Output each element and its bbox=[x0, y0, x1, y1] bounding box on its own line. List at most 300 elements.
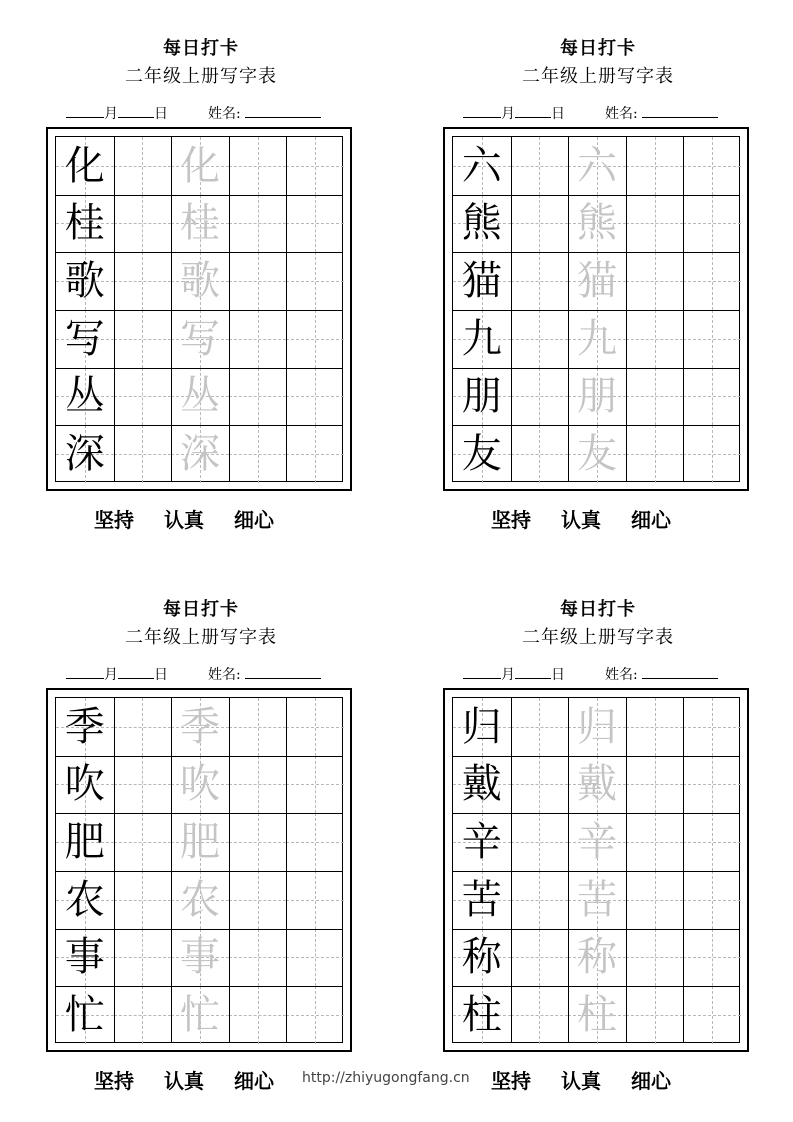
model-character: 归 bbox=[461, 703, 502, 750]
guide-line-horizontal bbox=[114, 784, 172, 785]
month-label: 月 bbox=[501, 667, 515, 683]
practice-cell[interactable] bbox=[114, 929, 172, 987]
trace-char-cell[interactable] bbox=[171, 137, 229, 195]
trace-character: 丛 bbox=[179, 373, 220, 420]
practice-card bbox=[46, 561, 356, 1091]
writing-frame bbox=[443, 127, 749, 491]
grid-line-vertical bbox=[511, 137, 512, 481]
guide-line-horizontal bbox=[286, 223, 344, 224]
practice-card bbox=[46, 0, 356, 530]
date-name-line bbox=[66, 664, 321, 684]
guide-line-horizontal bbox=[114, 957, 172, 958]
model-character: 事 bbox=[64, 934, 105, 981]
model-character: 写 bbox=[64, 315, 105, 362]
grid-line-horizontal bbox=[56, 986, 342, 987]
model-character: 猫 bbox=[461, 258, 502, 305]
practice-cell[interactable] bbox=[683, 756, 741, 814]
date-name-line bbox=[66, 103, 321, 123]
practice-cell[interactable] bbox=[511, 310, 569, 368]
practice-cell[interactable] bbox=[286, 929, 344, 987]
grid-line-horizontal bbox=[56, 195, 342, 196]
practice-cell[interactable] bbox=[511, 813, 569, 871]
grid-line-horizontal bbox=[56, 871, 342, 872]
trace-char-cell[interactable] bbox=[568, 137, 626, 195]
guide-line-horizontal bbox=[114, 727, 172, 728]
guide-line-horizontal bbox=[626, 957, 684, 958]
model-char-cell bbox=[56, 986, 114, 1044]
motto bbox=[491, 504, 701, 533]
practice-cell[interactable] bbox=[114, 310, 172, 368]
practice-cell[interactable] bbox=[626, 252, 684, 310]
guide-line-horizontal bbox=[626, 784, 684, 785]
trace-char-cell[interactable] bbox=[568, 368, 626, 426]
guide-line-horizontal bbox=[229, 454, 287, 455]
name-label: 姓名: bbox=[605, 667, 638, 683]
practice-cell[interactable] bbox=[229, 871, 287, 929]
grid-line-horizontal bbox=[453, 310, 739, 311]
practice-cell[interactable] bbox=[626, 756, 684, 814]
practice-cell[interactable] bbox=[626, 425, 684, 483]
model-char-cell bbox=[453, 871, 511, 929]
name-blank[interactable] bbox=[642, 105, 718, 118]
model-char-cell bbox=[56, 425, 114, 483]
motto-word: 坚持 bbox=[491, 1069, 531, 1093]
month-label: 月 bbox=[104, 667, 118, 683]
grid-line-horizontal bbox=[453, 195, 739, 196]
model-char-cell bbox=[56, 929, 114, 987]
practice-cell[interactable] bbox=[683, 310, 741, 368]
practice-cell[interactable] bbox=[286, 368, 344, 426]
practice-cell[interactable] bbox=[683, 929, 741, 987]
trace-character: 柱 bbox=[576, 992, 617, 1039]
practice-cell[interactable] bbox=[683, 252, 741, 310]
model-character: 农 bbox=[64, 876, 105, 923]
practice-cell[interactable] bbox=[626, 698, 684, 756]
card-subtitle: 二年级上册写字表 bbox=[125, 627, 277, 648]
practice-cell[interactable] bbox=[229, 929, 287, 987]
guide-line-horizontal bbox=[683, 281, 741, 282]
practice-cell[interactable] bbox=[511, 986, 569, 1044]
guide-line-horizontal bbox=[626, 454, 684, 455]
guide-line-horizontal bbox=[114, 281, 172, 282]
trace-char-cell[interactable] bbox=[568, 871, 626, 929]
trace-character: 友 bbox=[576, 431, 617, 478]
motto bbox=[94, 1065, 304, 1094]
practice-cell[interactable] bbox=[626, 195, 684, 253]
practice-cell[interactable] bbox=[229, 368, 287, 426]
grid-line-horizontal bbox=[453, 871, 739, 872]
grid-line-vertical bbox=[229, 137, 230, 481]
practice-cell[interactable] bbox=[511, 756, 569, 814]
model-char-cell bbox=[56, 871, 114, 929]
practice-cell[interactable] bbox=[114, 871, 172, 929]
grid-line-horizontal bbox=[56, 368, 342, 369]
practice-cell[interactable] bbox=[286, 698, 344, 756]
card-title: 每日打卡 bbox=[163, 38, 239, 59]
model-char-cell bbox=[56, 310, 114, 368]
motto bbox=[94, 504, 304, 533]
name-blank[interactable] bbox=[642, 666, 718, 679]
model-char-cell bbox=[453, 756, 511, 814]
writing-frame bbox=[46, 127, 352, 491]
guide-line-horizontal bbox=[229, 784, 287, 785]
model-char-cell bbox=[453, 310, 511, 368]
guide-line-horizontal bbox=[626, 900, 684, 901]
motto-word: 认真 bbox=[561, 1069, 601, 1093]
trace-character: 桂 bbox=[179, 200, 220, 247]
trace-char-cell[interactable] bbox=[568, 310, 626, 368]
trace-char-cell[interactable] bbox=[568, 195, 626, 253]
practice-cell[interactable] bbox=[626, 137, 684, 195]
guide-line-horizontal bbox=[114, 223, 172, 224]
day-label: 日 bbox=[154, 667, 168, 683]
model-character: 深 bbox=[64, 431, 105, 478]
practice-cell[interactable] bbox=[511, 252, 569, 310]
grid-line-horizontal bbox=[56, 425, 342, 426]
practice-cell[interactable] bbox=[114, 368, 172, 426]
practice-cell[interactable] bbox=[626, 368, 684, 426]
motto-word: 认真 bbox=[164, 1069, 204, 1093]
practice-cell[interactable] bbox=[229, 698, 287, 756]
motto-word: 认真 bbox=[164, 508, 204, 532]
guide-line-horizontal bbox=[511, 900, 569, 901]
practice-cell[interactable] bbox=[229, 137, 287, 195]
model-character: 季 bbox=[64, 703, 105, 750]
guide-line-horizontal bbox=[114, 396, 172, 397]
trace-char-cell[interactable] bbox=[171, 986, 229, 1044]
practice-cell[interactable] bbox=[286, 310, 344, 368]
grid-line-vertical bbox=[229, 698, 230, 1042]
practice-cell[interactable] bbox=[114, 252, 172, 310]
model-char-cell bbox=[453, 252, 511, 310]
name-label: 姓名: bbox=[208, 106, 241, 122]
guide-line-horizontal bbox=[229, 1015, 287, 1016]
practice-cell[interactable] bbox=[286, 137, 344, 195]
trace-character: 忙 bbox=[179, 992, 220, 1039]
name-blank[interactable] bbox=[245, 105, 321, 118]
trace-character: 肥 bbox=[179, 819, 220, 866]
practice-cell[interactable] bbox=[511, 137, 569, 195]
guide-line-horizontal bbox=[286, 784, 344, 785]
model-character: 六 bbox=[461, 142, 502, 189]
practice-cell[interactable] bbox=[626, 813, 684, 871]
practice-cell[interactable] bbox=[683, 986, 741, 1044]
trace-character: 农 bbox=[179, 876, 220, 923]
guide-line-horizontal bbox=[229, 727, 287, 728]
day-blank[interactable] bbox=[118, 666, 154, 679]
guide-line-horizontal bbox=[286, 339, 344, 340]
trace-character: 猫 bbox=[576, 258, 617, 305]
practice-cell[interactable] bbox=[511, 195, 569, 253]
month-blank[interactable] bbox=[463, 105, 501, 118]
motto-word: 细心 bbox=[631, 1069, 671, 1093]
practice-cell[interactable] bbox=[626, 871, 684, 929]
guide-line-horizontal bbox=[114, 842, 172, 843]
trace-char-cell[interactable] bbox=[568, 756, 626, 814]
practice-cell[interactable] bbox=[229, 986, 287, 1044]
trace-character: 歌 bbox=[179, 258, 220, 305]
guide-line-horizontal bbox=[511, 281, 569, 282]
trace-character: 吹 bbox=[179, 761, 220, 808]
grid-line-horizontal bbox=[453, 929, 739, 930]
month-label: 月 bbox=[501, 106, 515, 122]
guide-line-horizontal bbox=[626, 339, 684, 340]
grid-line-vertical bbox=[511, 698, 512, 1042]
trace-char-cell[interactable] bbox=[171, 871, 229, 929]
grid-line-horizontal bbox=[453, 252, 739, 253]
model-character: 九 bbox=[461, 315, 502, 362]
day-blank[interactable] bbox=[118, 105, 154, 118]
motto-word: 坚持 bbox=[94, 508, 134, 532]
model-character: 朋 bbox=[461, 373, 502, 420]
trace-char-cell[interactable] bbox=[568, 698, 626, 756]
grid-line-horizontal bbox=[453, 425, 739, 426]
model-char-cell bbox=[56, 368, 114, 426]
practice-cell[interactable] bbox=[114, 986, 172, 1044]
trace-char-cell[interactable] bbox=[568, 425, 626, 483]
grid-line-vertical bbox=[114, 698, 115, 1042]
motto-word: 认真 bbox=[561, 508, 601, 532]
motto-word: 坚持 bbox=[94, 1069, 134, 1093]
date-name-line bbox=[463, 103, 718, 123]
trace-character: 苦 bbox=[576, 876, 617, 923]
trace-character: 归 bbox=[576, 703, 617, 750]
trace-character: 九 bbox=[576, 315, 617, 362]
practice-card bbox=[443, 561, 753, 1091]
grid-line-vertical bbox=[286, 137, 287, 481]
guide-line-horizontal bbox=[511, 1015, 569, 1016]
grid-line-vertical bbox=[683, 698, 684, 1042]
grid-line-vertical bbox=[568, 698, 569, 1042]
model-character: 柱 bbox=[461, 992, 502, 1039]
guide-line-horizontal bbox=[229, 842, 287, 843]
practice-cell[interactable] bbox=[286, 756, 344, 814]
model-character: 歌 bbox=[64, 258, 105, 305]
trace-character: 六 bbox=[576, 142, 617, 189]
motto bbox=[491, 1065, 701, 1094]
guide-line-horizontal bbox=[626, 223, 684, 224]
model-char-cell bbox=[56, 698, 114, 756]
motto-word: 坚持 bbox=[491, 508, 531, 532]
model-character: 称 bbox=[461, 934, 502, 981]
guide-line-horizontal bbox=[286, 900, 344, 901]
day-blank[interactable] bbox=[515, 105, 551, 118]
motto-word: 细心 bbox=[631, 508, 671, 532]
practice-cell[interactable] bbox=[114, 195, 172, 253]
footer-url: http://zhiyugongfang.cn bbox=[302, 1070, 470, 1086]
grid-line-vertical bbox=[171, 137, 172, 481]
writing-grid bbox=[55, 136, 343, 482]
trace-char-cell[interactable] bbox=[568, 813, 626, 871]
guide-line-horizontal bbox=[511, 842, 569, 843]
trace-char-cell[interactable] bbox=[171, 813, 229, 871]
practice-cell[interactable] bbox=[229, 756, 287, 814]
practice-cell[interactable] bbox=[114, 698, 172, 756]
writing-grid bbox=[452, 136, 740, 482]
guide-line-horizontal bbox=[626, 1015, 684, 1016]
model-character: 苦 bbox=[461, 876, 502, 923]
guide-line-horizontal bbox=[511, 727, 569, 728]
trace-character: 称 bbox=[576, 934, 617, 981]
month-blank[interactable] bbox=[66, 105, 104, 118]
month-blank[interactable] bbox=[463, 666, 501, 679]
grid-line-horizontal bbox=[453, 986, 739, 987]
guide-line-horizontal bbox=[286, 454, 344, 455]
practice-cell[interactable] bbox=[286, 986, 344, 1044]
trace-char-cell[interactable] bbox=[171, 698, 229, 756]
practice-cell[interactable] bbox=[683, 871, 741, 929]
guide-line-horizontal bbox=[511, 396, 569, 397]
grid-line-horizontal bbox=[56, 310, 342, 311]
model-char-cell bbox=[453, 137, 511, 195]
guide-line-horizontal bbox=[626, 166, 684, 167]
grid-line-horizontal bbox=[56, 813, 342, 814]
practice-cell[interactable] bbox=[683, 368, 741, 426]
practice-card bbox=[443, 0, 753, 530]
practice-cell[interactable] bbox=[683, 195, 741, 253]
trace-char-cell[interactable] bbox=[171, 252, 229, 310]
writing-frame bbox=[443, 688, 749, 1052]
trace-char-cell[interactable] bbox=[171, 756, 229, 814]
guide-line-horizontal bbox=[286, 281, 344, 282]
guide-line-horizontal bbox=[286, 166, 344, 167]
practice-cell[interactable] bbox=[229, 813, 287, 871]
guide-line-horizontal bbox=[229, 281, 287, 282]
guide-line-horizontal bbox=[229, 957, 287, 958]
guide-line-horizontal bbox=[626, 396, 684, 397]
guide-line-horizontal bbox=[286, 1015, 344, 1016]
guide-line-horizontal bbox=[114, 900, 172, 901]
practice-cell[interactable] bbox=[511, 425, 569, 483]
grid-line-vertical bbox=[626, 137, 627, 481]
model-character: 吹 bbox=[64, 761, 105, 808]
practice-cell[interactable] bbox=[286, 195, 344, 253]
trace-character: 戴 bbox=[576, 761, 617, 808]
model-char-cell bbox=[453, 986, 511, 1044]
month-blank[interactable] bbox=[66, 666, 104, 679]
practice-cell[interactable] bbox=[626, 310, 684, 368]
guide-line-horizontal bbox=[511, 339, 569, 340]
practice-cell[interactable] bbox=[626, 986, 684, 1044]
practice-cell[interactable] bbox=[683, 425, 741, 483]
trace-char-cell[interactable] bbox=[171, 368, 229, 426]
guide-line-horizontal bbox=[626, 727, 684, 728]
guide-line-horizontal bbox=[683, 223, 741, 224]
grid-line-vertical bbox=[171, 698, 172, 1042]
trace-char-cell[interactable] bbox=[171, 929, 229, 987]
model-char-cell bbox=[453, 813, 511, 871]
model-char-cell bbox=[56, 137, 114, 195]
grid-line-horizontal bbox=[453, 368, 739, 369]
practice-cell[interactable] bbox=[511, 871, 569, 929]
model-character: 忙 bbox=[64, 992, 105, 1039]
name-blank[interactable] bbox=[245, 666, 321, 679]
practice-cell[interactable] bbox=[286, 252, 344, 310]
card-title: 每日打卡 bbox=[560, 599, 636, 620]
card-subtitle: 二年级上册写字表 bbox=[125, 66, 277, 87]
writing-grid bbox=[452, 697, 740, 1043]
guide-line-horizontal bbox=[229, 396, 287, 397]
practice-cell[interactable] bbox=[683, 813, 741, 871]
practice-cell[interactable] bbox=[114, 756, 172, 814]
guide-line-horizontal bbox=[286, 957, 344, 958]
model-character: 丛 bbox=[64, 373, 105, 420]
grid-line-vertical bbox=[568, 137, 569, 481]
guide-line-horizontal bbox=[626, 281, 684, 282]
practice-cell[interactable] bbox=[229, 195, 287, 253]
practice-cell[interactable] bbox=[114, 425, 172, 483]
guide-line-horizontal bbox=[229, 339, 287, 340]
guide-line-horizontal bbox=[286, 727, 344, 728]
grid-line-vertical bbox=[683, 137, 684, 481]
motto-word: 细心 bbox=[234, 508, 274, 532]
grid-line-horizontal bbox=[56, 252, 342, 253]
writing-grid bbox=[55, 697, 343, 1043]
guide-line-horizontal bbox=[511, 957, 569, 958]
guide-line-horizontal bbox=[286, 842, 344, 843]
card-title: 每日打卡 bbox=[163, 599, 239, 620]
trace-char-cell[interactable] bbox=[568, 986, 626, 1044]
guide-line-horizontal bbox=[683, 842, 741, 843]
practice-cell[interactable] bbox=[511, 368, 569, 426]
practice-cell[interactable] bbox=[114, 813, 172, 871]
grid-line-vertical bbox=[626, 698, 627, 1042]
trace-char-cell[interactable] bbox=[568, 252, 626, 310]
practice-cell[interactable] bbox=[511, 929, 569, 987]
practice-cell[interactable] bbox=[114, 137, 172, 195]
date-name-line bbox=[463, 664, 718, 684]
grid-line-horizontal bbox=[453, 756, 739, 757]
practice-cell[interactable] bbox=[229, 310, 287, 368]
model-char-cell bbox=[453, 698, 511, 756]
card-subtitle: 二年级上册写字表 bbox=[522, 66, 674, 87]
practice-cell[interactable] bbox=[229, 252, 287, 310]
guide-line-horizontal bbox=[511, 223, 569, 224]
guide-line-horizontal bbox=[626, 842, 684, 843]
model-character: 戴 bbox=[461, 761, 502, 808]
practice-cell[interactable] bbox=[626, 929, 684, 987]
guide-line-horizontal bbox=[511, 784, 569, 785]
guide-line-horizontal bbox=[683, 396, 741, 397]
guide-line-horizontal bbox=[683, 957, 741, 958]
trace-char-cell[interactable] bbox=[568, 929, 626, 987]
guide-line-horizontal bbox=[229, 223, 287, 224]
trace-char-cell[interactable] bbox=[171, 310, 229, 368]
practice-cell[interactable] bbox=[683, 137, 741, 195]
guide-line-horizontal bbox=[511, 454, 569, 455]
trace-char-cell[interactable] bbox=[171, 195, 229, 253]
day-blank[interactable] bbox=[515, 666, 551, 679]
trace-character: 写 bbox=[179, 315, 220, 362]
model-character: 友 bbox=[461, 431, 502, 478]
trace-char-cell[interactable] bbox=[171, 425, 229, 483]
model-char-cell bbox=[453, 368, 511, 426]
day-label: 日 bbox=[154, 106, 168, 122]
name-label: 姓名: bbox=[605, 106, 638, 122]
guide-line-horizontal bbox=[683, 339, 741, 340]
practice-cell[interactable] bbox=[286, 871, 344, 929]
card-title: 每日打卡 bbox=[560, 38, 636, 59]
trace-character: 深 bbox=[179, 431, 220, 478]
practice-cell[interactable] bbox=[286, 425, 344, 483]
practice-cell[interactable] bbox=[229, 425, 287, 483]
model-char-cell bbox=[453, 929, 511, 987]
practice-cell[interactable] bbox=[286, 813, 344, 871]
practice-cell[interactable] bbox=[511, 698, 569, 756]
trace-character: 辛 bbox=[576, 819, 617, 866]
practice-cell[interactable] bbox=[683, 698, 741, 756]
model-character: 化 bbox=[64, 142, 105, 189]
